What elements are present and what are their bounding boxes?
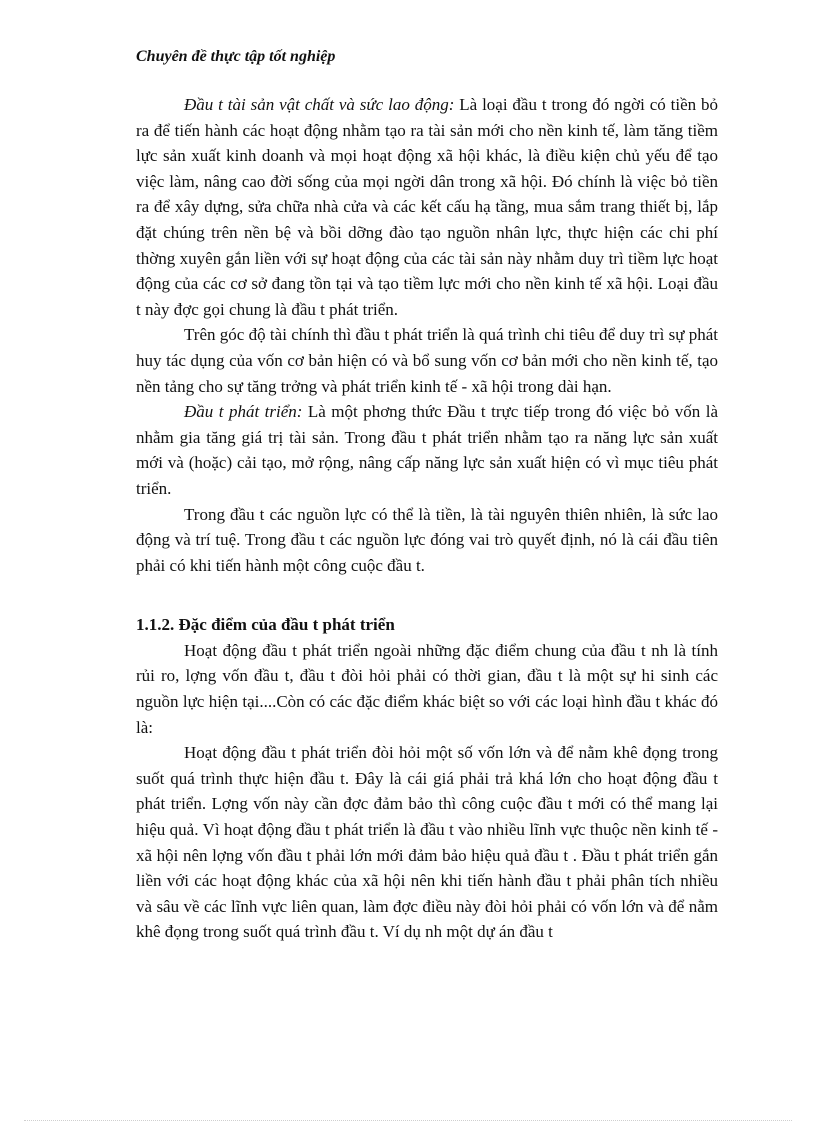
page-bottom-divider — [24, 1120, 792, 1121]
paragraph-lead-term: Đầu t tài sản vật chất và sức lao động: — [184, 95, 455, 114]
paragraph-resources: Trong đầu t các nguồn lực có thể là tiền, là tài nguyên thiên nhiên, là sức lao động và trí tuệ. Trong đầu t các nguồn lực đóng vai trò quyết định, nó là cái đầu tiên phải có khi tiến hành một công cuộc đầu t. — [136, 504, 718, 575]
body-content — [136, 92, 718, 945]
paragraph-physical-investment — [136, 92, 718, 322]
paragraph-text: Là một phơng thức Đầu t trực tiếp trong đó việc bỏ vốn là nhằm gia tăng giá trị tài sản. Trong đầu t phát triển nhằm tạo ra năng lực sản xuất mới và (hoặc) cải tạo, mở rộng, nâng cấp năng lực sản xuất hiện có vì mục tiêu phát triển. — [136, 402, 718, 498]
paragraph-financial-view: Trên góc độ tài chính thì đầu t phát triển là quá trình chi tiêu để duy trì sự phát huy tác dụng của vốn cơ bản hiện có và bổ sung vốn cơ bản mới cho nền kinh tế, tạo nền tảng cho sự tăng trởng và phát triển kinh tế - xã hội trong dài hạn. — [136, 325, 718, 396]
running-header: Chuyên đề thực tập tốt nghiệp — [136, 48, 336, 65]
paragraph-lead-term: Đầu t phát triển: — [184, 402, 303, 422]
paragraph-large-capital: Hoạt động đầu t phát triển đòi hỏi một số vốn lớn và để nằm khê đọng trong suốt quá trình thực hiện đầu t. Đây là cái giá phải trả khá lớn cho hoạt động đầu t phát triển. Lợng vốn này cần đợc đảm bảo thì công cuộc đầu t mới có thể mang lại hiệu quả. Vì hoạt động đầu t phát triển là đầu t vào nhiều lĩnh vực thuộc nền kinh tế - xã hội nên lợng vốn đầu t phải lớn mới đảm bảo hiệu quả đầu t . Đầu t phát triển gắn liền với các hoạt động khác của xã hội nên khi tiến hành đầu t phải phân tích nhiều và sâu về các lĩnh vực liên quan, làm đợc điều này đòi hỏi phải có vốn lớn và để nằm khê đọng trong suốt quá trình đầu t. Ví dụ nh một dự án đầu t — [136, 743, 718, 942]
paragraph-text: Là loại đầu t trong đó ngời có tiền bỏ ra để tiến hành các hoạt động nhằm tạo ra tài sản mới cho nền kinh tế, làm tăng tiềm lực sản xuất kinh doanh và mọi hoạt động xã hội khác, là điều kiện chủ yếu để tạo việc làm, nâng cao đời sống của mọi ngời dân trong xã hội. Đó chính là việc bỏ tiền ra để xây dựng, sửa chữa nhà cửa và các kết cấu hạ tầng, mua sắm trang thiết bị, lắp đặt chúng trên nền bệ và bồi dỡng đào tạo nguồn nhân lực, thực hiện các chi phí thờng xuyên gắn liền với sự hoạt động của các tài sản này nhằm duy trì tiềm lực hoạt động của các cơ sở đang tồn tại và tạo tiềm lực mới cho nền kinh tế xã hội. Loại đầu t này đợc gọi chung là đầu t phát triển. — [136, 95, 718, 319]
section-heading: 1.1.2. Đặc điểm của đầu t phát triển — [136, 615, 395, 635]
paragraph-characteristics-intro: Hoạt động đầu t phát triển ngoài những đặc điểm chung của đầu t nh là tính rủi ro, lợng vốn đầu t, đầu t đòi hỏi phải có thời gian, đầu t là một sự hi sinh các nguồn lực hiện tại....Còn có các đặc điểm khác biệt so với các loại hình đầu t khác đó là: — [136, 640, 718, 737]
paragraph-development-investment — [136, 399, 718, 501]
